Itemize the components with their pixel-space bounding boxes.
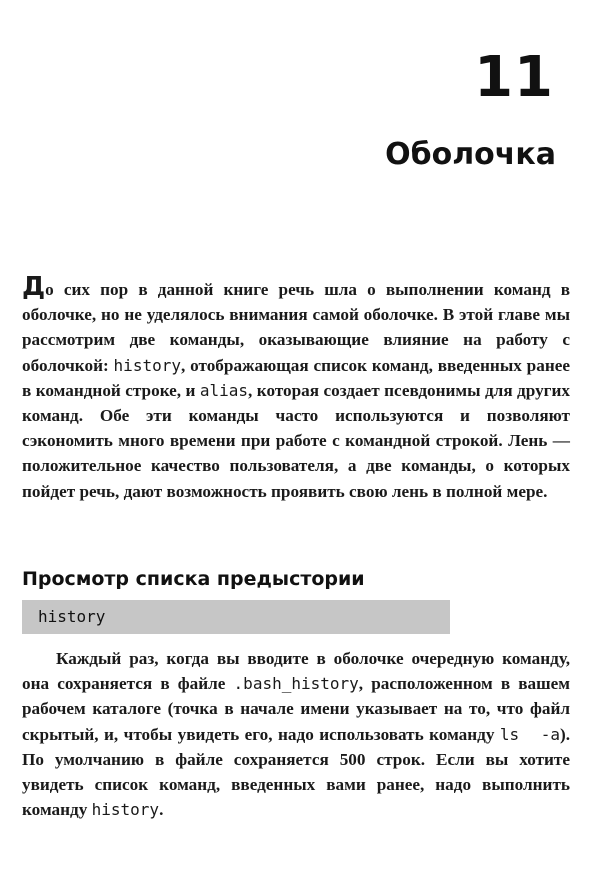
inline-code-alias: alias [199,380,249,400]
intro-text-3: , которая создает псевдонимы для других команд. Обе эти команды часто используются и позволяют сэкономить много времени при работе с командной строкой. Лень — положительное качество пользователя, а две команды, о которых пойдет речь, дают возможность проявить свою лень в полной мере. [22,380,570,501]
body-text-4: . [159,800,164,820]
inline-code-history-2: history [91,800,160,820]
inline-code-history: history [113,355,181,375]
body-paragraph [22,646,570,822]
body-text-1: Каждый раз, когда вы вводите в оболочке очередную команду, она сохраняется в файле [22,649,570,694]
command-code-box: history [22,600,450,634]
intro-paragraph [22,272,570,504]
section-heading: Просмотр списка предыстории [22,568,365,590]
drop-cap: Д [22,272,46,302]
inline-code-ls: ls -a [499,724,560,744]
inline-code-bash-history: .bash_history [233,674,359,694]
body-text-3: ). По умолчанию в файле сохраняется 500 строк. Если вы хотите увидеть список команд, введенных вами ранее, надо выполнить команду [22,724,570,820]
body-text-2: , расположенном в вашем рабочем каталоге (точка в начале имени указывает на то, что файл скрытый, и, чтобы увидеть его, надо использовать команду [22,674,571,744]
chapter-number: 11 [474,45,554,110]
chapter-title: Оболочка [385,137,556,172]
intro-text-1: о сих пор в данной книге речь шла о выполнении команд в оболочке, но не уделялось внимания самой оболочке. В этой главе мы рассмотрим две команды, оказывающие влияние на работу с оболочкой: [22,280,570,375]
intro-text-2: , отображающая список команд, введенных ранее в командной строке, и [22,355,570,400]
